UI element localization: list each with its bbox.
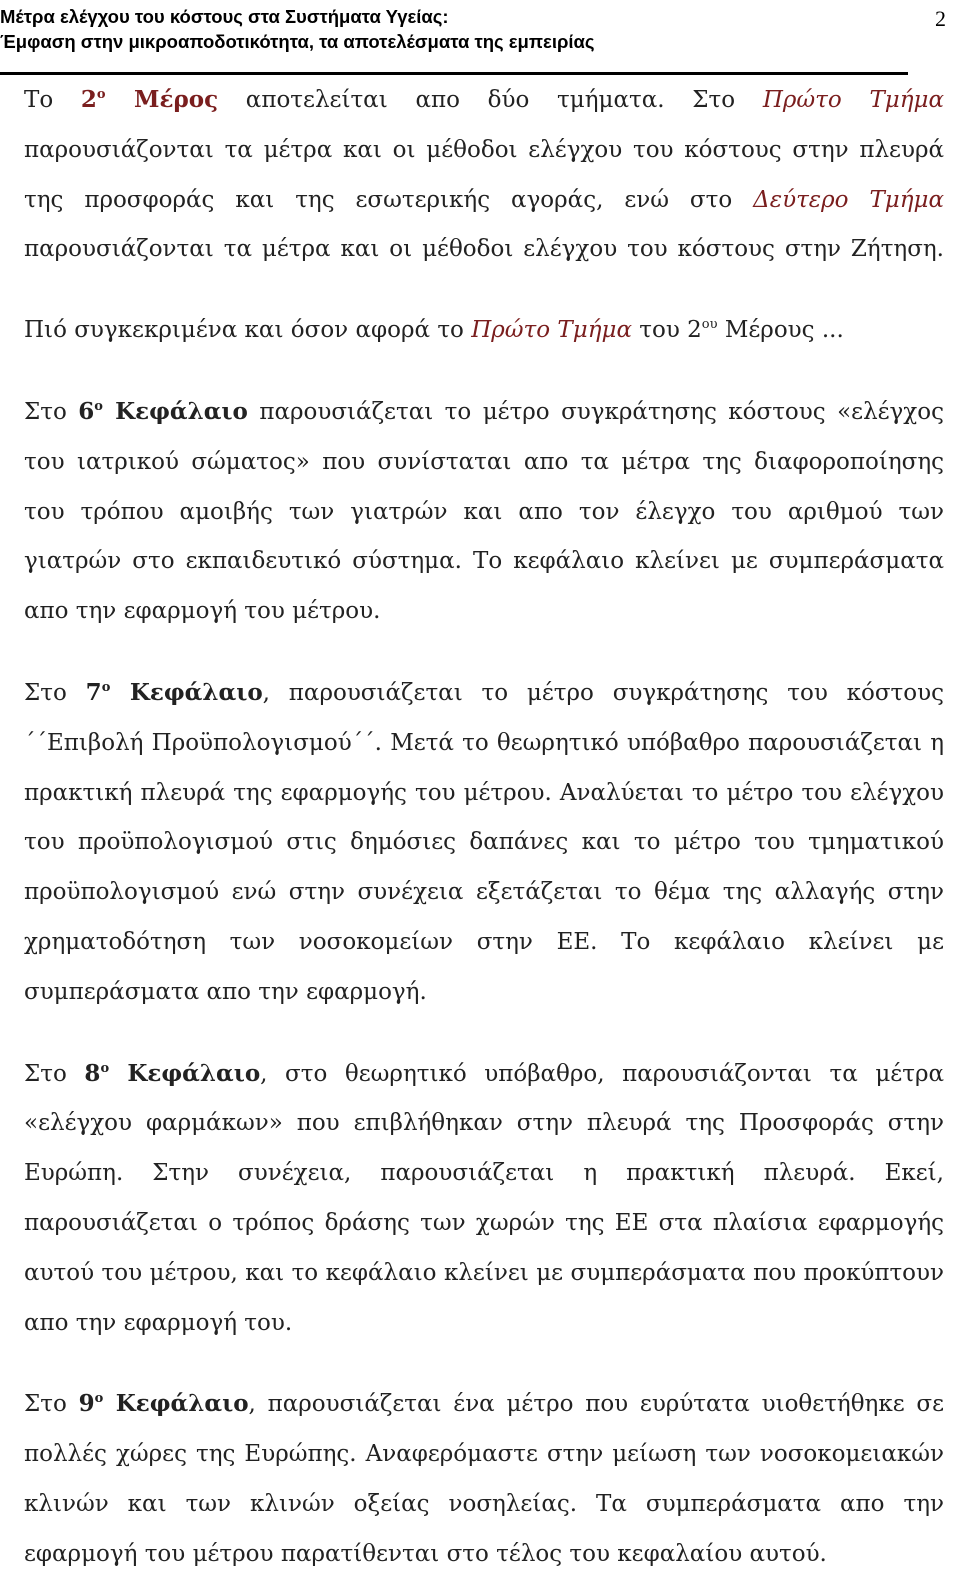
part-label: Μέρος bbox=[105, 86, 219, 113]
first-section-link-text: Πρώτο Τμήμα bbox=[471, 317, 632, 344]
paragraph-chapter-9: Στο $9^o$ Κεφάλαιο, παρουσιάζεται ένα μέτρο που ευρύτατα υιοθετήθηκε σε πολλές χώρες της Ευρώπης. Αναφερόμαστε στην μείωση των νοσοκομειακών κλινών και των κλινών οξείας νοσηλείας. Τα συμπεράσματα απο την εφαρμογή του μέτρου παρατίθενται στο τέλος του κεφαλαίου αυτού. bbox=[24, 1390, 944, 1567]
paragraph-chapter-6: Στο $6^o$ Κεφάλαιο παρουσιάζεται το μέτρο συγκράτησης κόστους «ελέγχος του ιατρικού σώματος» που συνίσταται απο τα μέτρα της διαφοροποίησης του τρόπου αμοιβής των γιατρών και απο τον έλεγχο του αριθμού των γιατρών στο εκπαιδευτικό σύστημα. Το κεφάλαιο κλείνει με συμπεράσματα απο την εφαρμογή του μέτρου. bbox=[24, 397, 944, 625]
paragraph-chapter-7: Στο $7^o$ Κεφάλαιο, παρουσιάζεται το μέτρο συγκράτησης του κόστους ΄΄Επιβολή Προϋπολογισμού΄΄. Μετά το θεωρητικό υπόβαθρο παρουσιάζεται η πρακτική πλευρά της εφαρμογής του μέτρου. Αναλύεται το μέτρο του ελέγχου του προϋπολογισμού στις δημόσιες δαπάνες και το μέτρο του τμηματικού προϋπολογισμού ενώ στην συνέχεια εξετάζεται το θέμα της αλλαγής στην χρηματοδότηση των νοσοκομείων στην ΕΕ. Το κεφάλαιο κλείνει με συμπεράσματα απο την εφαρμογή. bbox=[24, 678, 944, 1005]
document-body bbox=[24, 75, 944, 1580]
header-title-line-1: Μέτρα ελέγχου του κόστους στα Συστήματα Υγείας: bbox=[0, 6, 449, 27]
paragraph-part-2-intro: Το $2^o$ Μέρος αποτελείται απο δύο τμήματα. Στο Πρώτο Τμήμα παρουσιάζονται τα μέτρα και οι μέθοδοι ελέγχου του κόστους στην πλευρά της προσφοράς και της εσωτερικής αγοράς, ενώ στο Δεύτερο Τμήμα παρουσιάζονται τα μέτρα και οι μέθοδοι ελέγχου του κόστους στην Ζήτηση. bbox=[24, 86, 944, 263]
part-number: $2^o$ bbox=[80, 86, 106, 113]
page-number: 2 bbox=[935, 6, 946, 31]
first-section-link-text: Πρώτο Τμήμα bbox=[762, 87, 944, 113]
second-section-link-text: Δεύτερο Τμήμα bbox=[753, 186, 944, 213]
header-title-line-2: Έμφαση στην μικροαποδοτικότητα, τα αποτελέσματα της εμπειρίας bbox=[0, 31, 595, 52]
chapter-9-heading: $9^o$ Κεφάλαιο bbox=[78, 1390, 249, 1418]
paragraph-first-section-lead: Πιό συγκεκριμένα και όσον αφορά το Πρώτο Τμήμα του $2^{o\upsilon}$ Μέρους ... bbox=[24, 317, 844, 344]
chapter-7-heading: $7^o$ Κεφάλαιο bbox=[85, 678, 263, 706]
paragraph-chapter-8: Στο $8^o$ Κεφάλαιο, στο θεωρητικό υπόβαθρο, παρουσιάζονται τα μέτρα «ελέγχου φαρμάκων» που επιβλήθηκαν στην πλευρά της Προσφοράς στην Ευρώπη. Στην συνέχεια, παρουσιάζεται η πρακτική πλευρά. Εκεί, παρουσιάζεται ο τρόπος δράσης των χωρών της ΕΕ στα πλαίσια εφαρμογής αυτού του μέτρου, και το κεφάλαιο κλείνει με συμπεράσματα που προκύπτουν απο την εφαρμογή του. bbox=[24, 1059, 945, 1336]
chapter-6-heading: $6^o$ Κεφάλαιο bbox=[78, 397, 248, 425]
chapter-8-heading: $8^o$ Κεφάλαιο bbox=[84, 1059, 261, 1087]
running-header bbox=[0, 4, 920, 54]
